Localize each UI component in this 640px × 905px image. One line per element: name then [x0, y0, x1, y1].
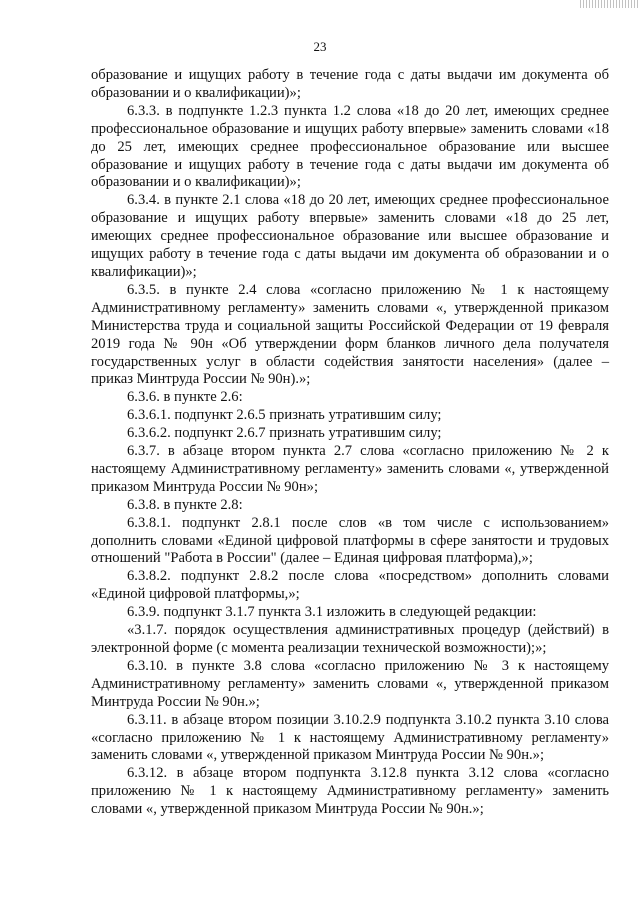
paragraph: 6.3.9. подпункт 3.1.7 пункта 3.1 изложить в следующей редакции:: [127, 604, 537, 621]
paragraph: 6.3.6. в пункте 2.6:: [127, 389, 243, 406]
paragraph: 6.3.3. в подпункте 1.2.3 пункта 1.2 слова «18 до 20 лет, имеющих среднее профессиональное образование и ищущих работу впервые» заменить словами «18 до 25 лет, имеющих среднее профессиональное образование или высшее образование и ищущих работу в течение года с даты выдачи им документа об образовании и о квалификации)»;: [91, 102, 609, 191]
document-body: [91, 67, 609, 819]
paragraph: «3.1.7. порядок осуществления административных процедур (действий) в электронной форме (с момента реализации технической возможности);»;: [91, 622, 609, 656]
paragraph: 6.3.6.2. подпункт 2.6.7 признать утратившим силу;: [127, 425, 442, 442]
paragraph: 6.3.11. в абзаце втором позиции 3.10.2.9 подпункта 3.10.2 пункта 3.10 слова «согласно приложению № 1 к настоящему Административному регламенту» заменить словами «, утвержденной приказом Минтруда России № 90н.»;: [91, 711, 609, 764]
paragraph: 6.3.5. в пункте 2.4 слова «согласно приложению № 1 к настоящему Административному регламенту» заменить словами «, утвержденной приказом Министерства труда и социальной защиты Российской Федерации от 19 февраля 2019 года № 90н «Об утверждении форм бланков личного дела получателя государственных услуг в области содействия занятости населения» (далее – приказ Минтруда России № 90н).»;: [91, 281, 609, 388]
paragraph: 6.3.10. в пункте 3.8 слова «согласно приложению № 3 к настоящему Административному регламенту» заменить словами «, утвержденной приказом Минтруда России № 90н.»;: [91, 657, 609, 710]
paragraph: 6.3.7. в абзаце втором пункта 2.7 слова «согласно приложению № 2 к настоящему Административному регламенту» заменить словами «, утвержденной приказом Минтруда России № 90н»;: [91, 443, 609, 495]
paragraph: 6.3.8. в пункте 2.8:: [127, 496, 243, 513]
paragraph: 6.3.8.1. подпункт 2.8.1 после слов «в том числе с использованием» дополнить словами «Единой цифровой платформы в сфере занятости и трудовых отношений "Работа в России" (далее – Единая цифровая платформа),»;: [91, 514, 609, 567]
paragraph: 6.3.12. в абзаце втором подпункта 3.12.8 пункта 3.12 слова «согласно приложению № 1 к настоящему Административному регламенту» заменить словами «, утвержденной приказом Минтруда России № 90н.»;: [91, 765, 609, 818]
paragraph: 6.3.6.1. подпункт 2.6.5 признать утратившим силу;: [127, 407, 442, 424]
scan-artifact: [580, 0, 640, 8]
paragraph: образование и ищущих работу в течение года с даты выдачи им документа об образовании и о квалификации)»;: [91, 67, 609, 101]
paragraph: 6.3.8.2. подпункт 2.8.2 после слова «посредством» дополнить словами «Единой цифровой платформы,»;: [91, 568, 609, 603]
paragraph: 6.3.4. в пункте 2.1 слова «18 до 20 лет, имеющих среднее профессиональное образование и ищущих работу впервые» заменить словами «18 до 25 лет, имеющих среднее профессиональное образование или высшее образование и ищущих работу в течение года с даты выдачи им документа об образовании и о квалификации)»;: [91, 192, 609, 280]
page-number: 23: [313, 39, 327, 54]
